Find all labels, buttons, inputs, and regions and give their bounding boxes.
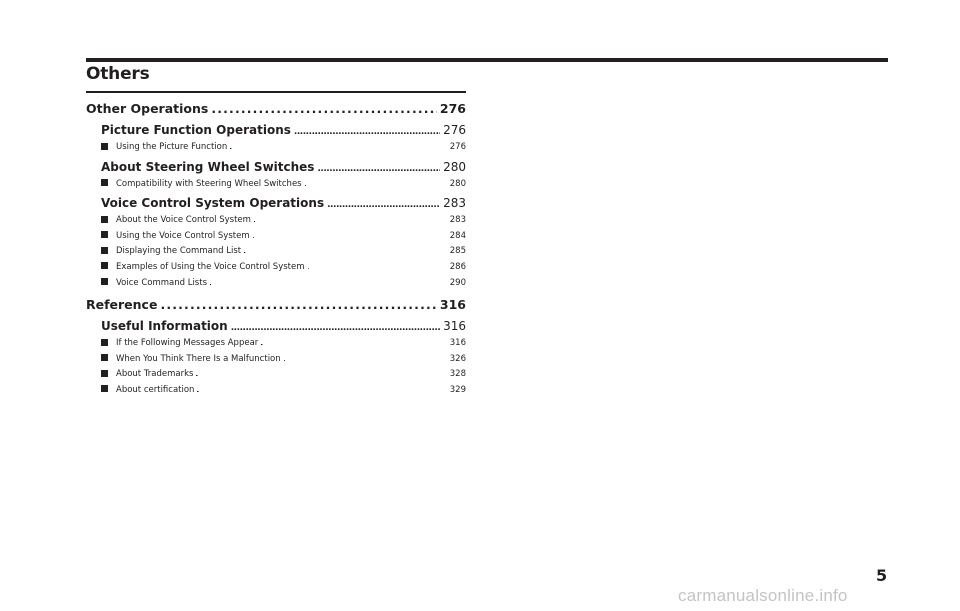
toc-item[interactable] [86, 177, 466, 193]
toc-entry-title [101, 140, 227, 156]
toc-item[interactable] [86, 276, 466, 292]
dot-leader [305, 178, 447, 194]
toc-entry-page: 283 [449, 215, 466, 226]
toc-entry-text: If the Following Messages Appear [116, 338, 259, 349]
toc-entry-text: About Trademarks [116, 369, 194, 380]
top-rule [86, 58, 888, 62]
toc-entry-title [86, 294, 157, 315]
toc-entry-title [101, 260, 305, 276]
toc-item[interactable] [86, 336, 466, 352]
toc-entry-page: 316 [439, 297, 466, 313]
toc-entry-text: Compatibility with Steering Wheel Switches [116, 178, 302, 189]
toc-entry-page: 280 [449, 178, 466, 189]
toc-entry-text: Picture Function Operations [101, 123, 291, 137]
toc-entry-text: Using the Picture Function [116, 142, 228, 152]
toc-entry-page: 329 [449, 384, 466, 395]
dot-leader [317, 160, 440, 179]
toc-entry-text: Examples of Using the Voice Control System [116, 261, 305, 272]
toc-entry-title [101, 383, 194, 399]
dot-leader [230, 141, 447, 157]
toc-entry-page: 276 [443, 123, 466, 137]
watermark: carmanualsonline.info [678, 586, 848, 605]
toc-chapter[interactable] [86, 98, 466, 119]
toc-item[interactable] [86, 140, 466, 156]
toc-entry-text: About certification [116, 384, 195, 395]
dot-leader [294, 123, 440, 142]
toc-entry-page: 290 [449, 277, 466, 288]
dot-leader [327, 196, 440, 215]
toc-entry-text: Reference [86, 297, 158, 313]
dot-leader [261, 337, 446, 353]
toc-entry-title [101, 213, 251, 229]
toc-entry-text: Other Operations [86, 101, 209, 116]
dot-leader [244, 245, 447, 261]
title-rule [86, 91, 466, 93]
square-bullet-icon [101, 354, 108, 361]
toc-section[interactable] [86, 158, 466, 177]
toc-entry-title [101, 158, 314, 177]
square-bullet-icon [101, 179, 108, 186]
toc-item[interactable] [86, 229, 466, 245]
toc-entry-page: 284 [449, 230, 466, 241]
toc-entry-text: Displaying the Command List [116, 246, 242, 257]
toc-entry-title [101, 317, 228, 336]
square-bullet-icon [101, 339, 108, 346]
toc-section[interactable] [86, 317, 466, 336]
dot-leader [197, 384, 446, 400]
section-title: Others [86, 64, 150, 84]
toc-entry-page: 316 [449, 338, 466, 349]
toc-entry-page: 326 [449, 353, 466, 364]
dot-leader [196, 368, 446, 384]
toc-entry-text: Useful Information [101, 319, 228, 334]
dot-leader [160, 294, 436, 315]
toc-entry-title [101, 177, 302, 193]
toc-entry-page: 280 [443, 159, 466, 174]
toc-entry-title [101, 194, 324, 213]
dot-leader [211, 98, 437, 119]
toc-chapter[interactable] [86, 294, 466, 315]
square-bullet-icon [101, 262, 108, 269]
toc-entry-page: 283 [443, 196, 466, 211]
toc-entry-page: 286 [449, 261, 466, 272]
toc-section[interactable] [86, 194, 466, 213]
toc-entry-text: About the Voice Control System [116, 215, 251, 226]
dot-leader [284, 353, 447, 369]
toc-entry-text: Voice Control System Operations [101, 196, 325, 211]
toc-entry-page: 328 [449, 369, 466, 380]
page-number: 5 [876, 566, 888, 585]
toc-entry-title [101, 367, 193, 383]
dot-leader [253, 230, 447, 246]
toc-entry-page: 276 [449, 142, 466, 152]
dot-leader [308, 261, 447, 277]
toc-entry-title [86, 98, 208, 119]
square-bullet-icon [101, 385, 108, 392]
square-bullet-icon [101, 231, 108, 238]
toc-item[interactable] [86, 352, 466, 368]
square-bullet-icon [101, 216, 108, 223]
toc-entry-text: Voice Command Lists [116, 277, 207, 288]
square-bullet-icon [101, 247, 108, 254]
toc-entry-title [101, 336, 258, 352]
dot-leader [210, 277, 447, 293]
toc-entry-text: About Steering Wheel Switches [101, 159, 315, 174]
toc-entry-title [101, 352, 281, 368]
toc-entry-text: When You Think There Is a Malfunction [116, 353, 281, 364]
toc-entry-page: 276 [439, 101, 466, 116]
toc-section[interactable] [86, 121, 466, 140]
toc-item[interactable] [86, 260, 466, 276]
toc-entry-text: Using the Voice Control System [116, 230, 250, 241]
toc-entry-title [101, 244, 241, 260]
table-of-contents [86, 95, 466, 399]
toc-item[interactable] [86, 213, 466, 229]
toc-entry-page: 285 [449, 246, 466, 257]
dot-leader [254, 214, 447, 230]
toc-item[interactable] [86, 244, 466, 260]
toc-entry-title [101, 229, 250, 245]
square-bullet-icon [101, 370, 108, 377]
square-bullet-icon [101, 143, 108, 150]
toc-item[interactable] [86, 367, 466, 383]
toc-entry-page: 316 [443, 319, 466, 334]
square-bullet-icon [101, 278, 108, 285]
toc-entry-title [101, 276, 207, 292]
toc-entry-title [101, 121, 291, 140]
toc-item[interactable] [86, 383, 466, 399]
dot-leader [231, 319, 440, 338]
